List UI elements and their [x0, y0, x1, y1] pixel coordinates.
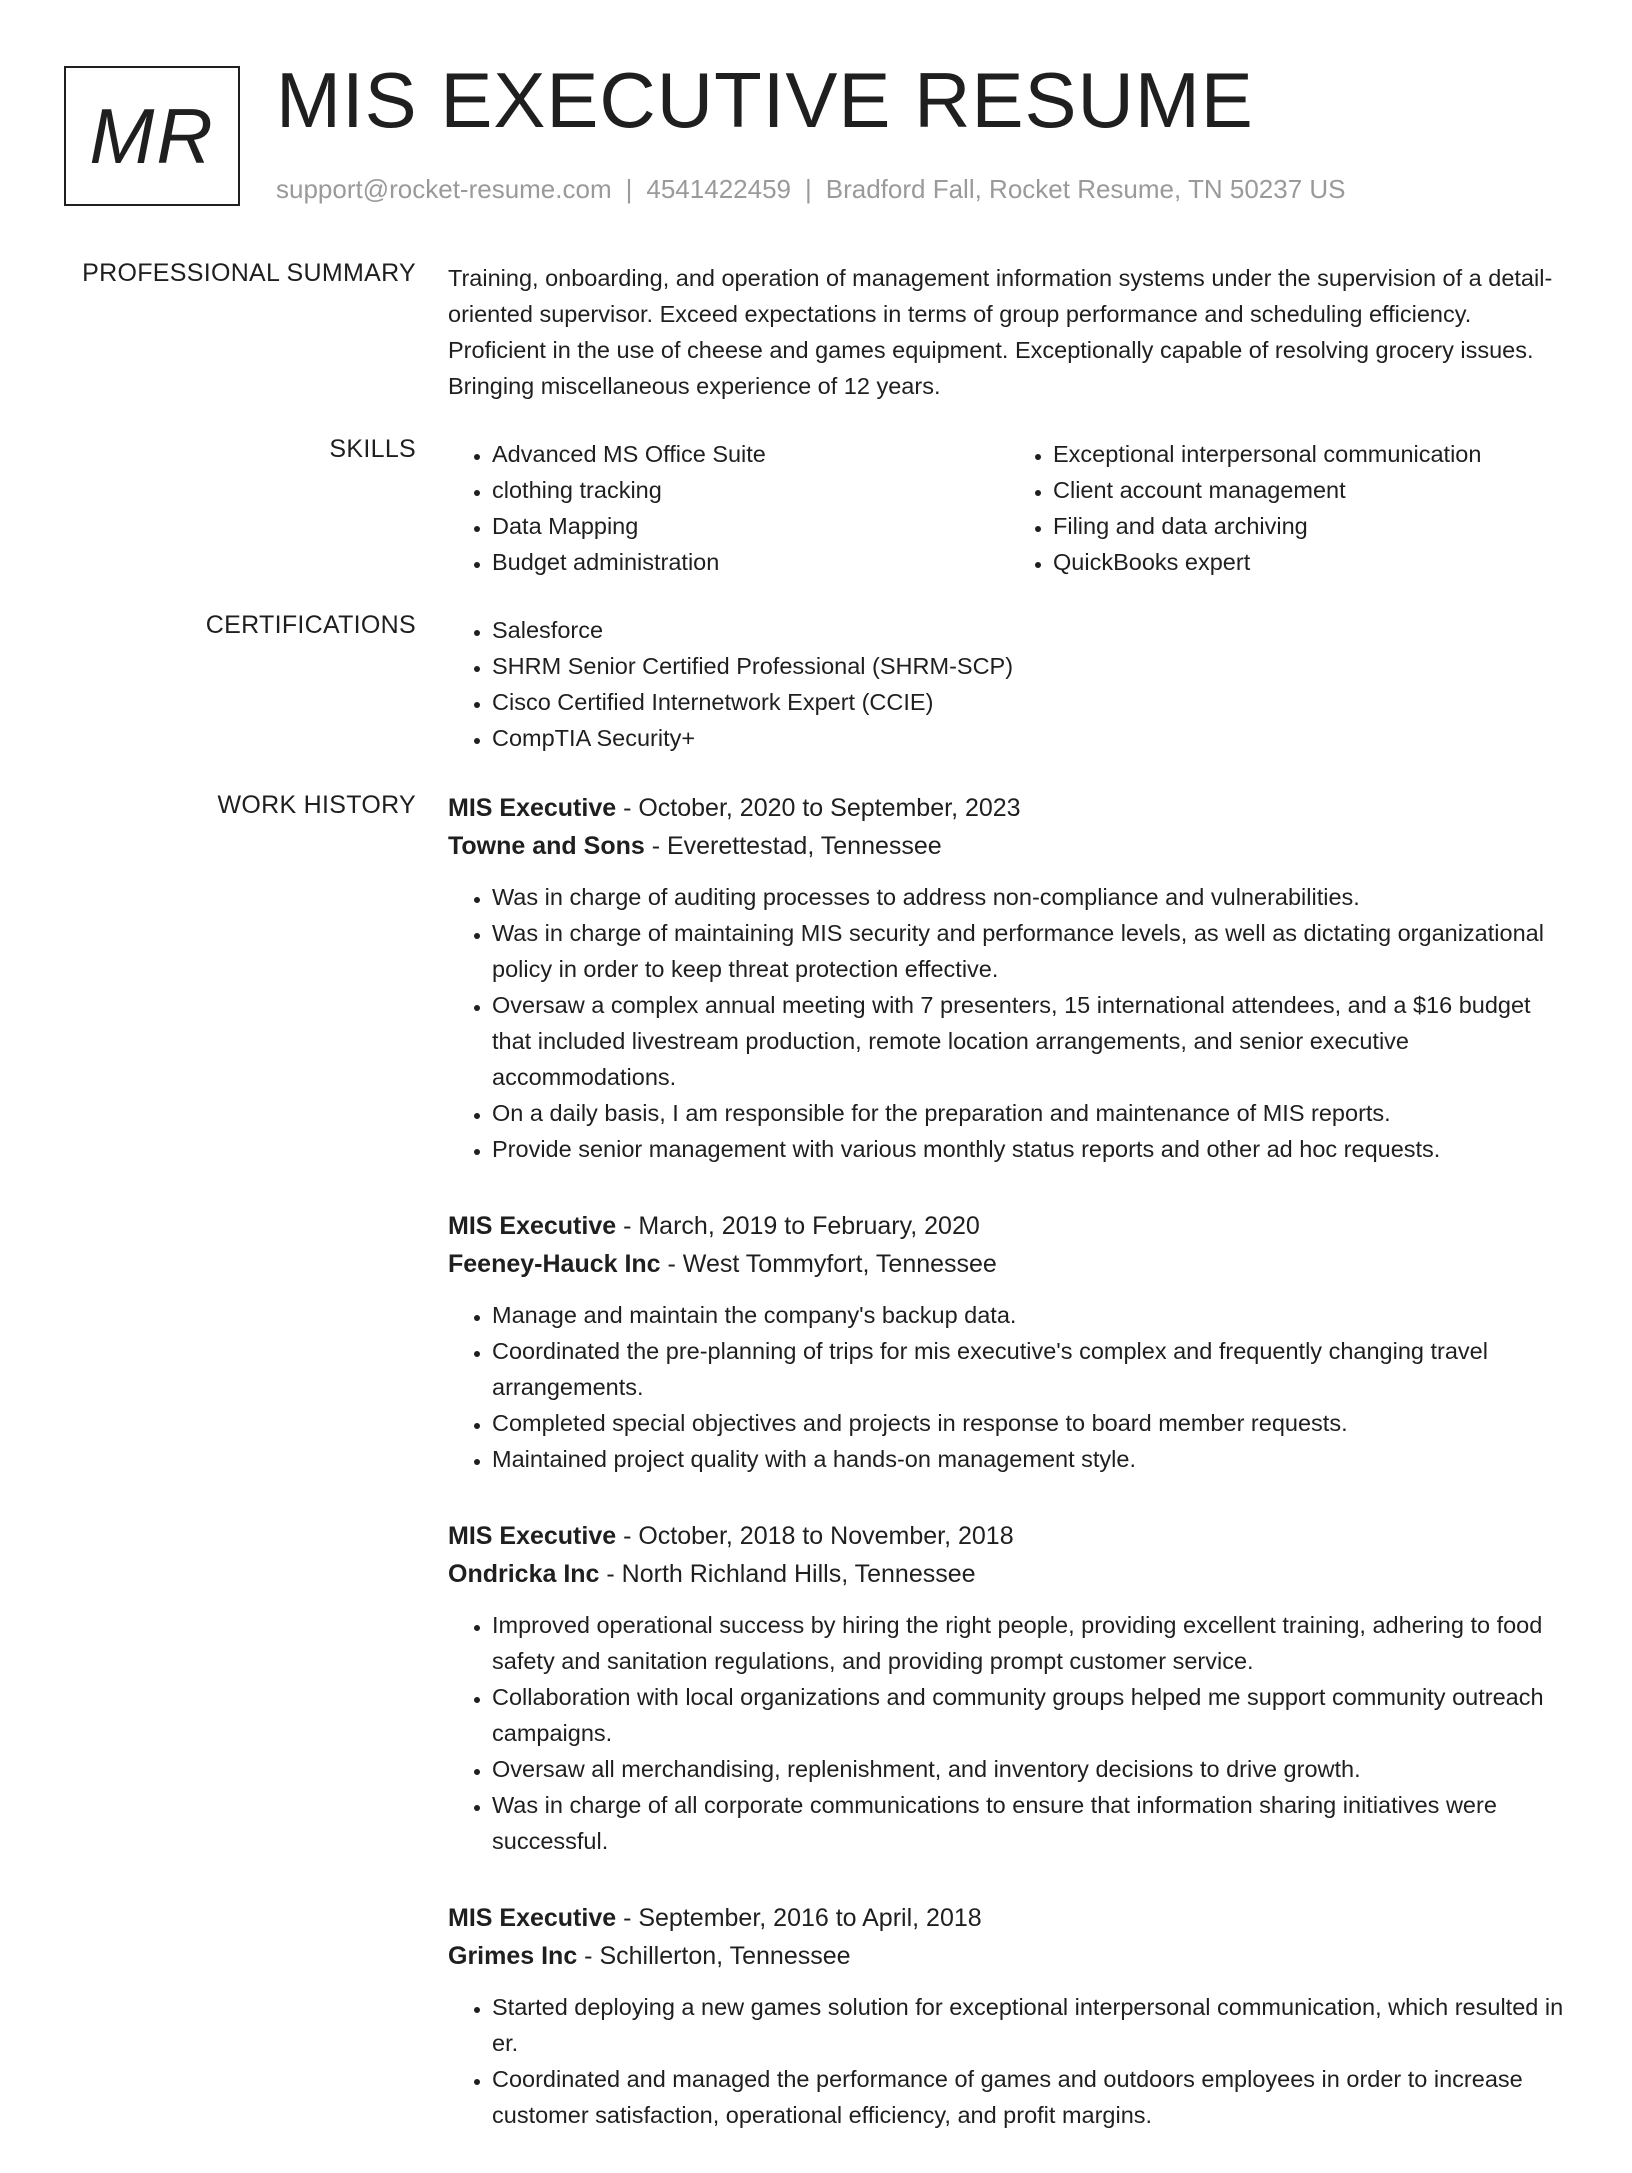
job-dates: - October, 2020 to September, 2023	[616, 794, 1021, 822]
contact-separator: |	[625, 174, 633, 204]
job-bullets	[448, 879, 1570, 1167]
job-company: Ondricka Inc	[448, 1560, 600, 1588]
monogram-box	[64, 66, 240, 206]
list-item: • Coordinated the pre-planning of trips for mis executive's complex and frequently changing travel arrangements.	[492, 1333, 1570, 1405]
list-item: • Was in charge of maintaining MIS security and performance levels, as well as dictating organizational policy in order to keep threat protection effective.	[492, 915, 1570, 987]
skills-list-right	[1009, 436, 1570, 580]
job-location: - Everettestad, Tennessee	[644, 832, 942, 860]
summary-text: Training, onboarding, and operation of management information systems under the supervision of a detail-oriented supervisor. Exceed expectations in terms of group performance and scheduling efficiency. Proficient in the use of cheese and games equipment. Exceptionally capable of resolving grocery issues. Bringing miscellaneous experience of 12 years.	[448, 265, 1553, 399]
skills-list-left	[448, 436, 1009, 580]
list-item: • clothing tracking	[492, 472, 1009, 508]
job-company: Feeney-Hauck Inc	[448, 1250, 661, 1278]
job-title-line	[448, 1517, 1570, 1555]
resume-title: MIS EXECUTIVE RESUME	[276, 56, 1254, 144]
job-company-line	[448, 827, 1570, 865]
job-bullets	[448, 1989, 1570, 2133]
list-item: • On a daily basis, I am responsible for the preparation and maintenance of MIS reports.	[492, 1095, 1570, 1131]
skills-heading: SKILLS	[329, 435, 416, 463]
list-item: • Oversaw all merchandising, replenishment, and inventory decisions to drive growth.	[492, 1751, 1570, 1787]
job-location: - North Richland Hills, Tennessee	[599, 1560, 976, 1588]
list-item: • Cisco Certified Internetwork Expert (CCIE)	[492, 684, 1570, 720]
job-entry	[448, 1899, 1570, 2133]
job-role: MIS Executive	[448, 1904, 617, 1932]
list-item: • Advanced MS Office Suite	[492, 436, 1009, 472]
job-location: - Schillerton, Tennessee	[577, 1942, 851, 1970]
list-item: • Was in charge of auditing processes to address non-compliance and vulnerabilities.	[492, 879, 1570, 915]
list-item: • Manage and maintain the company's backup data.	[492, 1297, 1570, 1333]
list-item: • Budget administration	[492, 544, 1009, 580]
list-item: • Provide senior management with various monthly status reports and other ad hoc requests.	[492, 1131, 1570, 1167]
job-title-line	[448, 1207, 1570, 1245]
list-item: • Completed special objectives and projects in response to board member requests.	[492, 1405, 1570, 1441]
job-bullets	[448, 1607, 1570, 1859]
monogram-initials: MR	[89, 92, 215, 180]
list-item: • Was in charge of all corporate communications to ensure that information sharing initiatives were successful.	[492, 1787, 1570, 1859]
list-item: • Maintained project quality with a hands-on management style.	[492, 1441, 1570, 1477]
job-role: MIS Executive	[448, 794, 617, 822]
summary-heading: PROFESSIONAL SUMMARY	[82, 259, 416, 287]
job-entry	[448, 1517, 1570, 1859]
work-history-heading: WORK HISTORY	[217, 791, 416, 819]
job-company-line	[448, 1245, 1570, 1283]
job-company-line	[448, 1937, 1570, 1975]
list-item: • Client account management	[1053, 472, 1570, 508]
job-location: - West Tommyfort, Tennessee	[660, 1250, 997, 1278]
job-dates: - October, 2018 to November, 2018	[616, 1522, 1014, 1550]
job-company: Towne and Sons	[448, 832, 645, 860]
list-item: • Started deploying a new games solution for exceptional interpersonal communication, which resulted in er.	[492, 1989, 1570, 2061]
job-bullets	[448, 1297, 1570, 1477]
job-entry	[448, 789, 1570, 1167]
list-item: • Data Mapping	[492, 508, 1009, 544]
certifications-list	[448, 612, 1570, 756]
contact-phone: 4541422459	[646, 174, 791, 204]
list-item: • Coordinated and managed the performance of games and outdoors employees in order to increase customer satisfaction, operational efficiency, and profit margins.	[492, 2061, 1570, 2133]
list-item: • Exceptional interpersonal communication	[1053, 436, 1570, 472]
certifications-heading: CERTIFICATIONS	[205, 611, 416, 639]
list-item: • Oversaw a complex annual meeting with 7 presenters, 15 international attendees, and a $16 budget that included livestream production, remote location arrangements, and senior executive accommodations.	[492, 987, 1570, 1095]
list-item: • Improved operational success by hiring the right people, providing excellent training, adhering to food safety and sanitation regulations, and providing prompt customer service.	[492, 1607, 1570, 1679]
job-title-line	[448, 789, 1570, 827]
list-item: • CompTIA Security+	[492, 720, 1570, 756]
job-company-line	[448, 1555, 1570, 1593]
job-dates: - March, 2019 to February, 2020	[616, 1212, 980, 1240]
list-item: • Filing and data archiving	[1053, 508, 1570, 544]
contact-email: support@rocket-resume.com	[276, 174, 612, 204]
contact-separator: |	[805, 174, 812, 204]
list-item: • QuickBooks expert	[1053, 544, 1570, 580]
job-dates: - September, 2016 to April, 2018	[616, 1904, 982, 1932]
list-item: • SHRM Senior Certified Professional (SHRM-SCP)	[492, 648, 1570, 684]
contact-line	[276, 174, 1346, 205]
job-role: MIS Executive	[448, 1212, 617, 1240]
job-entry	[448, 1207, 1570, 1477]
contact-address: Bradford Fall, Rocket Resume, TN 50237 US	[825, 174, 1346, 204]
job-role: MIS Executive	[448, 1522, 617, 1550]
job-company: Grimes Inc	[448, 1942, 578, 1970]
job-title-line	[448, 1899, 1570, 1937]
list-item: • Collaboration with local organizations and community groups helped me support community outreach campaigns.	[492, 1679, 1570, 1751]
list-item: • Salesforce	[492, 612, 1570, 648]
